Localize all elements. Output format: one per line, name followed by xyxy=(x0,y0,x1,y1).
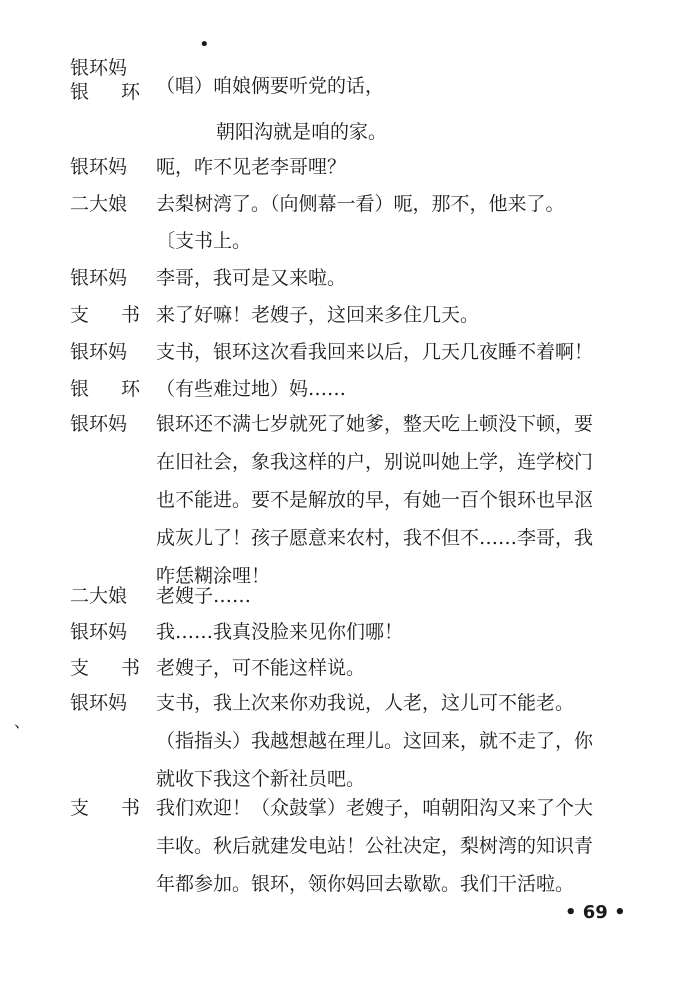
speaker-label: 银 环 xyxy=(70,378,154,400)
speaker-label: 支 书 xyxy=(70,797,154,819)
dialogue-text xyxy=(156,405,646,595)
speaker-label: 银环妈 xyxy=(70,413,128,435)
dialogue-text xyxy=(156,613,646,651)
dialogue-line: 支书，银环这次看我回来以后，几天几夜睡不着啊！ xyxy=(156,341,594,363)
dialogue-line: 〔支书上。 xyxy=(156,230,252,252)
dialogue-text xyxy=(156,259,646,297)
speaker-label: 银环妈 xyxy=(70,341,128,363)
dialogue-text xyxy=(156,185,646,223)
speaker-label: 支 书 xyxy=(70,657,154,679)
dialogue-line: （唱）咱娘俩要听党的话， xyxy=(156,75,385,97)
stage-direction xyxy=(156,222,646,260)
speaker-label: 二大娘 xyxy=(70,193,128,215)
dialogue-line: 老嫂子…… xyxy=(156,585,252,607)
dialogue-line: 呃，咋不见老李哥哩？ xyxy=(156,156,347,178)
dialogue-line: 支书，我上次来你劝我说，人老，这儿可不能老。 xyxy=(156,692,575,714)
dialogue-line: 成灰儿了！孩子愿意来农村，我不但不……李哥，我 xyxy=(156,527,594,549)
dialogue-text xyxy=(156,649,646,687)
speaker-label: 银 环 xyxy=(70,81,154,103)
dialogue-line: 朝阳沟就是咱的家。 xyxy=(216,121,388,143)
dialogue-line: 去梨树湾了。（向侧幕一看）呃，那不，他来了。 xyxy=(156,193,565,215)
dialogue-line: 我们欢迎！（众鼓掌）老嫂子，咱朝阳沟又来了个大 xyxy=(156,797,594,819)
dialogue-text xyxy=(156,333,646,371)
dialogue-line: （有些难过地）妈…… xyxy=(156,378,347,400)
dialogue-line: 丰收。秋后就建发电站！公社决定，梨树湾的知识青 xyxy=(156,835,594,857)
dialogue-line: 李哥，我可是又来啦。 xyxy=(156,267,347,289)
dialogue-line: 老嫂子，可不能这样说。 xyxy=(156,657,366,679)
speaker-label: 支 书 xyxy=(70,304,154,326)
dialogue-line: 咋恁糊涂哩！ xyxy=(156,565,271,587)
page-number: • 69 • xyxy=(565,902,626,923)
dialogue-text xyxy=(156,148,646,186)
speaker-label: 银环妈 xyxy=(70,692,128,714)
dialogue-text xyxy=(156,577,646,615)
dialogue-text xyxy=(156,789,646,903)
speaker-label: 银环妈 xyxy=(70,57,128,79)
dialogue-text xyxy=(156,296,646,334)
dialogue-line: 年都参加。银环，领你妈回去歇歇。我们干活啦。 xyxy=(156,873,575,895)
speaker-label: 二大娘 xyxy=(70,585,128,607)
dialogue-line: （指指头）我越想越在理儿。这回来，就不走了，你 xyxy=(156,730,594,752)
dialogue-text xyxy=(156,67,646,105)
dialogue-line: 也不能进。要不是解放的早，有她一百个银环也早沤 xyxy=(156,489,594,511)
dialogue-line: 就收下我这个新社员吧。 xyxy=(156,768,366,790)
speaker-label: 银环妈 xyxy=(70,621,128,643)
dialogue-line: 来了好嘛！老嫂子，这回来多住几天。 xyxy=(156,304,480,326)
top-mark: • xyxy=(199,34,210,55)
dialogue-text xyxy=(156,370,646,408)
dialogue-line: 银环还不满七岁就死了她爹，整天吃上顿没下顿，要 xyxy=(156,413,594,435)
dialogue-line: 我……我真没脸来见你们哪！ xyxy=(156,621,404,643)
dialogue-line: 在旧社会，象我这样的户，别说叫她上学，连学校门 xyxy=(156,451,594,473)
margin-mark: 、 xyxy=(14,712,31,731)
speaker-label: 银环妈 xyxy=(70,156,128,178)
dialogue-text xyxy=(156,684,646,798)
speaker-label: 银环妈 xyxy=(70,267,128,289)
dialogue-text xyxy=(216,113,690,151)
